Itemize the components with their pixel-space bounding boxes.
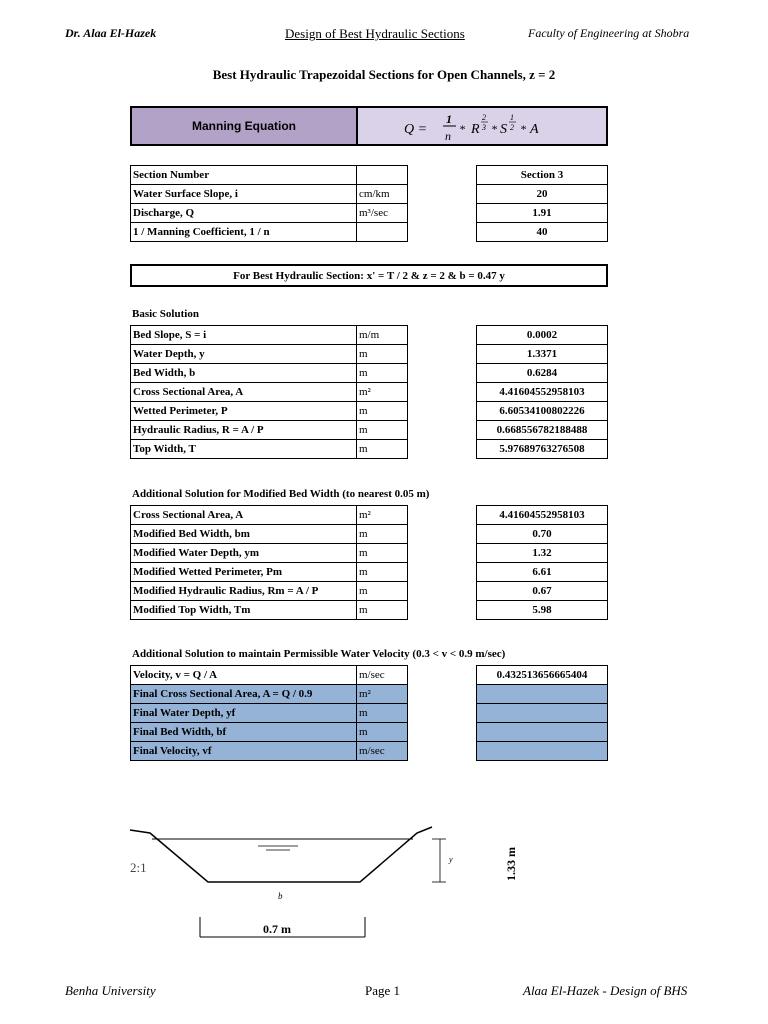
svg-text:n: n xyxy=(445,129,451,143)
velocity-solution-values xyxy=(476,665,608,761)
svg-text:1: 1 xyxy=(510,113,514,122)
table-row: Modified Top Width, Tm m xyxy=(131,601,408,620)
slope-label: 2:1 xyxy=(130,860,147,875)
channel-outline xyxy=(130,827,432,882)
basic-solution-table xyxy=(130,325,408,459)
bed-width-label: b xyxy=(278,891,283,901)
table-row: Cross Sectional Area, A m² xyxy=(131,383,408,402)
basic-solution-title: Basic Solution xyxy=(132,308,199,320)
value-cell: 0.432513656665404 xyxy=(477,666,608,685)
table-row: Bed Width, b m xyxy=(131,364,408,383)
svg-text:R: R xyxy=(471,122,480,137)
table-row: Section Number xyxy=(131,166,408,185)
table-row: Water Depth, y m xyxy=(131,345,408,364)
value-cell: 0.668556782188488 xyxy=(477,421,608,440)
manning-equation-box xyxy=(130,106,608,146)
velocity-solution-table xyxy=(130,665,408,761)
value-cell xyxy=(477,685,608,704)
table-row: Hydraulic Radius, R = A / P m xyxy=(131,421,408,440)
value-cell xyxy=(477,704,608,723)
table-row: Modified Wetted Perimeter, Pm m xyxy=(131,563,408,582)
table-row: Velocity, v = Q / A m/sec xyxy=(131,666,408,685)
author-header: Dr. Alaa El-Hazek xyxy=(65,26,157,40)
value-cell: 4.41604552958103 xyxy=(477,506,608,525)
document-title-header: Design of Best Hydraulic Sections xyxy=(285,26,465,41)
faculty-header: Faculty of Engineering at Shobra xyxy=(528,26,690,40)
footer-author: Alaa El-Hazek - Design of BHS xyxy=(523,983,688,998)
basic-solution-values xyxy=(476,325,608,459)
depth-value-label: 1.33 m xyxy=(504,847,518,881)
value-cell: 0.6284 xyxy=(477,364,608,383)
value-cell: 6.60534100802226 xyxy=(477,402,608,421)
svg-text:S: S xyxy=(500,122,507,137)
value-cell: 4.41604552958103 xyxy=(477,383,608,402)
svg-text:*: * xyxy=(459,122,465,136)
width-value-label: 0.7 m xyxy=(263,922,291,936)
input-table xyxy=(130,165,408,242)
table-row: Final Water Depth, yf m xyxy=(131,704,408,723)
value-cell xyxy=(477,742,608,761)
table-row: Modified Hydraulic Radius, Rm = A / P m xyxy=(131,582,408,601)
value-cell: 0.67 xyxy=(477,582,608,601)
manning-equation-formula xyxy=(358,108,606,144)
footer-university: Benha University xyxy=(65,983,156,998)
table-row: Final Velocity, vf m/sec xyxy=(131,742,408,761)
value-cell xyxy=(477,723,608,742)
table-row: Bed Slope, S = i m/m xyxy=(131,326,408,345)
formula-graphic xyxy=(358,108,606,144)
input-values xyxy=(476,165,608,242)
section-number-cell[interactable]: Section 3 xyxy=(477,166,608,185)
table-row: Top Width, T m xyxy=(131,440,408,459)
svg-text:*: * xyxy=(520,122,526,136)
svg-text:Q =: Q = xyxy=(404,122,428,137)
value-cell: 0.70 xyxy=(477,525,608,544)
velocity-solution-title: Additional Solution to maintain Permissible Water Velocity (0.3 < v < 0.9 m/sec) xyxy=(132,648,506,660)
svg-text:A: A xyxy=(530,122,539,137)
table-row: Modified Bed Width, bm m xyxy=(131,525,408,544)
page-title: Best Hydraulic Trapezoidal Sections for Open Channels, z = 2 xyxy=(212,67,556,82)
modified-solution-values xyxy=(476,505,608,620)
svg-text:*: * xyxy=(491,122,497,136)
value-cell: 6.61 xyxy=(477,563,608,582)
slope-input-cell[interactable]: 20 xyxy=(477,185,608,204)
value-cell: 5.98 xyxy=(477,601,608,620)
table-row: Discharge, Q m³/sec xyxy=(131,204,408,223)
table-row: Modified Water Depth, ym m xyxy=(131,544,408,563)
table-row: Cross Sectional Area, A m² xyxy=(131,506,408,525)
discharge-input-cell[interactable]: 1.91 xyxy=(477,204,608,223)
table-row: Final Cross Sectional Area, A = Q / 0.9 m² xyxy=(131,685,408,704)
depth-label: y xyxy=(449,855,453,864)
best-section-note: For Best Hydraulic Section: x' = T / 2 & z = 2 & b = 0.47 y xyxy=(130,264,608,287)
value-cell: 1.32 xyxy=(477,544,608,563)
footer-page-number: Page 1 xyxy=(365,983,401,998)
modified-solution-title: Additional Solution for Modified Bed Width (to nearest 0.05 m) xyxy=(132,488,430,500)
manning-equation-label: Manning Equation xyxy=(132,108,358,144)
svg-text:3: 3 xyxy=(482,123,486,132)
svg-text:1: 1 xyxy=(446,112,452,126)
table-row: 1 / Manning Coefficient, 1 / n xyxy=(131,223,408,242)
svg-text:2: 2 xyxy=(510,123,514,132)
channel-cross-section-diagram xyxy=(120,815,560,945)
modified-solution-table xyxy=(130,505,408,620)
value-cell: 1.3371 xyxy=(477,345,608,364)
table-row: Final Bed Width, bf m xyxy=(131,723,408,742)
value-cell: 5.97689763276508 xyxy=(477,440,608,459)
value-cell: 0.0002 xyxy=(477,326,608,345)
table-row: Water Surface Slope, i cm/km xyxy=(131,185,408,204)
manning-input-cell[interactable]: 40 xyxy=(477,223,608,242)
svg-text:2: 2 xyxy=(482,113,486,122)
table-row: Wetted Perimeter, P m xyxy=(131,402,408,421)
